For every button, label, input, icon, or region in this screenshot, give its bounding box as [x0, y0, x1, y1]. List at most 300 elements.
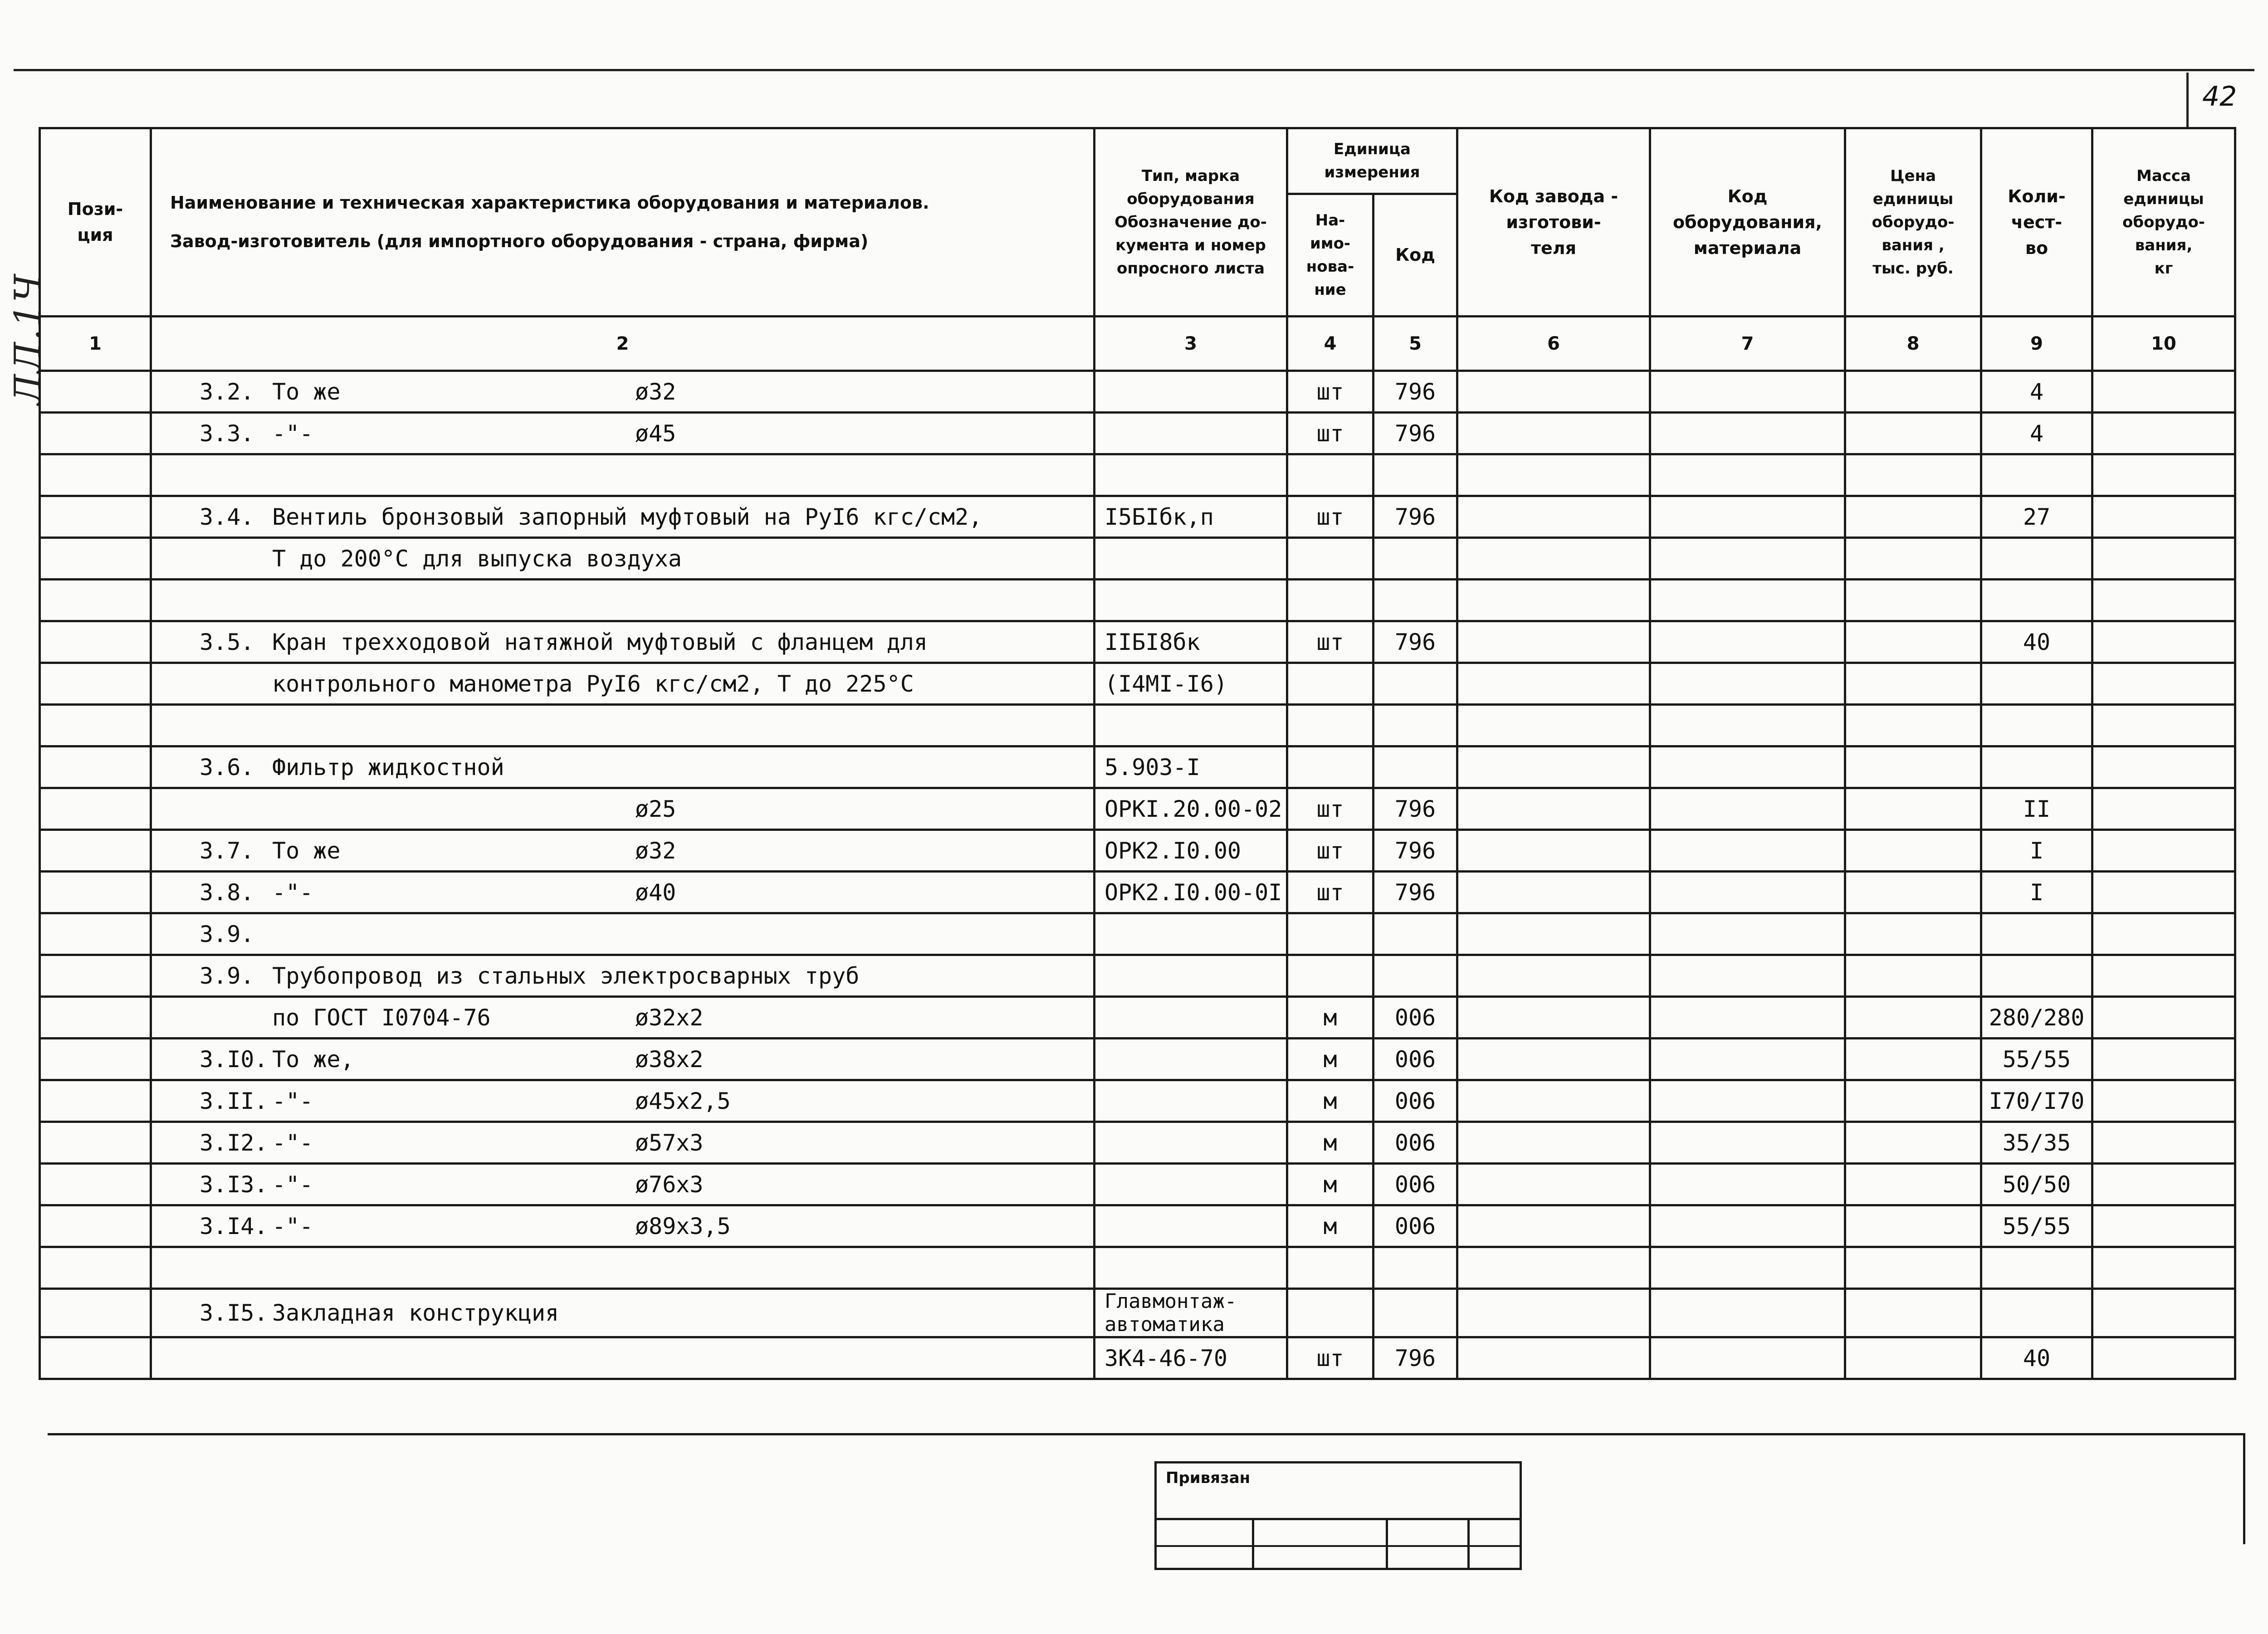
cell-equipment-code	[1650, 496, 1845, 538]
cell-position	[40, 1337, 151, 1379]
cell-factory-code	[1457, 1080, 1650, 1122]
stamp-divider	[1252, 1518, 1254, 1568]
column-number: 9	[1981, 317, 2092, 371]
cell-quantity: I	[1981, 872, 2092, 913]
column-number: 5	[1374, 317, 1457, 371]
cell-equipment-code	[1650, 788, 1845, 830]
header-mass: Масса единицы оборудо- вания, кг	[2092, 128, 2235, 317]
table-row	[40, 1247, 2235, 1289]
top-border-line	[14, 69, 2254, 71]
cell-type	[1095, 955, 1287, 997]
item-name: -"-	[272, 1213, 313, 1239]
cell-position	[40, 496, 151, 538]
header-name: Наименование и техническая характеристика оборудования и материалов. Завод-изготовитель (для импортного оборудования - страна, фирма)	[151, 128, 1095, 317]
cell-name	[151, 371, 1095, 413]
item-position: 3.II.	[200, 1088, 268, 1114]
cell-mass	[2092, 913, 2235, 955]
cell-type	[1095, 705, 1287, 746]
cell-price	[1845, 371, 1981, 413]
cell-name	[151, 1164, 1095, 1205]
cell-unit-code	[1374, 580, 1457, 621]
cell-unit-code	[1374, 454, 1457, 496]
cell-equipment-code	[1650, 913, 1845, 955]
cell-price	[1845, 413, 1981, 454]
cell-unit-name	[1287, 705, 1374, 746]
cell-equipment-code	[1650, 413, 1845, 454]
table-row	[40, 872, 2235, 913]
specification-table	[39, 127, 2236, 1380]
cell-quantity	[1981, 1247, 2092, 1289]
cell-mass	[2092, 413, 2235, 454]
cell-position	[40, 746, 151, 788]
item-position: 3.9.	[200, 921, 254, 947]
cell-factory-code	[1457, 1205, 1650, 1247]
cell-type: (I4МI-I6)	[1095, 663, 1287, 705]
cell-price	[1845, 913, 1981, 955]
cell-unit-name: шт	[1287, 1337, 1374, 1379]
table-row	[40, 580, 2235, 621]
item-position: 3.8.	[200, 879, 254, 906]
cell-unit-code: 006	[1374, 1039, 1457, 1080]
column-number: 2	[151, 317, 1095, 371]
page-number: 42	[2202, 81, 2237, 112]
cell-name	[151, 496, 1095, 538]
cell-type	[1095, 413, 1287, 454]
column-number-row	[40, 317, 2235, 371]
item-name: То же	[272, 378, 341, 405]
cell-equipment-code	[1650, 830, 1845, 872]
table-row	[40, 1164, 2235, 1205]
cell-type: IIБI8бк	[1095, 621, 1287, 663]
cell-equipment-code	[1650, 621, 1845, 663]
cell-name	[151, 1205, 1095, 1247]
cell-quantity: II	[1981, 788, 2092, 830]
cell-type	[1095, 997, 1287, 1039]
cell-quantity: 4	[1981, 413, 2092, 454]
cell-unit-name: шт	[1287, 413, 1374, 454]
cell-name	[151, 872, 1095, 913]
item-name: То же,	[272, 1046, 354, 1073]
item-position: 3.9.	[200, 962, 254, 989]
item-position: 3.6.	[200, 754, 254, 780]
cell-quantity	[1981, 1289, 2092, 1337]
cell-name	[151, 580, 1095, 621]
cell-type	[1095, 454, 1287, 496]
cell-quantity	[1981, 538, 2092, 580]
header-unit-group: Единица измерения	[1287, 128, 1457, 194]
table-row	[40, 1289, 2235, 1337]
cell-name	[151, 538, 1095, 580]
table-row	[40, 913, 2235, 955]
item-type-line: автоматика	[1105, 1313, 1225, 1336]
cell-price	[1845, 746, 1981, 788]
cell-factory-code	[1457, 955, 1650, 997]
cell-unit-name: шт	[1287, 830, 1374, 872]
cell-type: 5.903-I	[1095, 746, 1287, 788]
cell-equipment-code	[1650, 1164, 1845, 1205]
item-position: 3.I5.	[200, 1300, 268, 1326]
table-row	[40, 621, 2235, 663]
cell-mass	[2092, 872, 2235, 913]
item-diameter: ø32	[635, 837, 676, 864]
cell-position	[40, 1039, 151, 1080]
cell-price	[1845, 1289, 1981, 1337]
cell-unit-code	[1374, 955, 1457, 997]
cell-unit-name: м	[1287, 1122, 1374, 1164]
cell-price	[1845, 538, 1981, 580]
cell-quantity: 4	[1981, 371, 2092, 413]
cell-position	[40, 788, 151, 830]
cell-equipment-code	[1650, 872, 1845, 913]
cell-equipment-code	[1650, 1205, 1845, 1247]
item-name: -"-	[272, 879, 313, 906]
cell-unit-code	[1374, 913, 1457, 955]
cell-price	[1845, 788, 1981, 830]
cell-mass	[2092, 538, 2235, 580]
cell-equipment-code	[1650, 997, 1845, 1039]
cell-unit-name	[1287, 454, 1374, 496]
table-row	[40, 1039, 2235, 1080]
cell-unit-code	[1374, 1247, 1457, 1289]
cell-position	[40, 830, 151, 872]
cell-position	[40, 538, 151, 580]
cell-type: ЗК4-46-70	[1095, 1337, 1287, 1379]
table-row	[40, 746, 2235, 788]
item-position: 3.2.	[200, 378, 254, 405]
cell-mass	[2092, 663, 2235, 705]
item-position: 3.5.	[200, 629, 254, 655]
bottom-frame	[48, 1433, 2245, 1544]
cell-unit-code	[1374, 538, 1457, 580]
item-diameter: ø25	[635, 795, 676, 822]
table-row	[40, 955, 2235, 997]
table-row	[40, 1205, 2235, 1247]
cell-factory-code	[1457, 788, 1650, 830]
header-position: Пози- ция	[40, 128, 151, 317]
header-price: Цена единицы оборудо- вания , тыс. руб.	[1845, 128, 1981, 317]
cell-quantity: 27	[1981, 496, 2092, 538]
cell-type	[1095, 580, 1287, 621]
cell-factory-code	[1457, 872, 1650, 913]
side-stamp	[2, 272, 49, 405]
item-position: 3.I0.	[200, 1046, 268, 1073]
cell-name	[151, 955, 1095, 997]
cell-quantity	[1981, 580, 2092, 621]
cell-type	[1095, 1039, 1287, 1080]
cell-name	[151, 705, 1095, 746]
cell-mass	[2092, 997, 2235, 1039]
cell-name	[151, 413, 1095, 454]
cell-mass	[2092, 580, 2235, 621]
column-number: 8	[1845, 317, 1981, 371]
cell-factory-code	[1457, 1289, 1650, 1337]
cell-factory-code	[1457, 454, 1650, 496]
cell-equipment-code	[1650, 1039, 1845, 1080]
table-row	[40, 1337, 2235, 1379]
cell-type	[1095, 913, 1287, 955]
column-number: 1	[40, 317, 151, 371]
cell-position	[40, 1205, 151, 1247]
cell-price	[1845, 496, 1981, 538]
cell-unit-code: 796	[1374, 621, 1457, 663]
cell-name	[151, 788, 1095, 830]
column-number: 4	[1287, 317, 1374, 371]
item-name: -"-	[272, 1129, 313, 1156]
cell-name	[151, 1289, 1095, 1337]
cell-price	[1845, 830, 1981, 872]
cell-name	[151, 746, 1095, 788]
cell-price	[1845, 580, 1981, 621]
cell-name	[151, 997, 1095, 1039]
cell-type	[1095, 538, 1287, 580]
item-name-continued: контрольного манометра РуI6 кгс/см2, Т до 225°С	[272, 670, 914, 697]
item-position: 3.I3.	[200, 1171, 268, 1198]
cell-unit-name: шт	[1287, 496, 1374, 538]
cell-unit-name: м	[1287, 1205, 1374, 1247]
cell-factory-code	[1457, 830, 1650, 872]
cell-unit-name	[1287, 663, 1374, 705]
cell-price	[1845, 1122, 1981, 1164]
table-row	[40, 997, 2235, 1039]
cell-factory-code	[1457, 705, 1650, 746]
cell-mass	[2092, 1247, 2235, 1289]
cell-position	[40, 621, 151, 663]
cell-equipment-code	[1650, 1289, 1845, 1337]
cell-name	[151, 830, 1095, 872]
cell-unit-name: шт	[1287, 872, 1374, 913]
cell-price	[1845, 1337, 1981, 1379]
table-row	[40, 705, 2235, 746]
cell-factory-code	[1457, 621, 1650, 663]
item-diameter: ø57x3	[635, 1129, 704, 1156]
cell-unit-code	[1374, 1289, 1457, 1337]
item-name: Кран трехходовой натяжной муфтовый с фланцем для	[272, 629, 928, 655]
cell-name	[151, 913, 1095, 955]
table-row	[40, 1080, 2235, 1122]
column-number: 3	[1095, 317, 1287, 371]
header-type: Тип, марка оборудования Обозначение до- кумента и номер опросного листа	[1095, 128, 1287, 317]
cell-type	[1095, 1080, 1287, 1122]
cell-mass	[2092, 496, 2235, 538]
item-position: 3.3.	[200, 420, 254, 447]
item-diameter: ø45x2,5	[635, 1088, 731, 1114]
cell-quantity: 35/35	[1981, 1122, 2092, 1164]
stamp-label: Привязан	[1166, 1469, 1251, 1487]
cell-name	[151, 1039, 1095, 1080]
item-name: Трубопровод из стальных электросварных труб	[272, 962, 860, 989]
cell-equipment-code	[1650, 955, 1845, 997]
cell-factory-code	[1457, 1122, 1650, 1164]
cell-quantity: 55/55	[1981, 1205, 2092, 1247]
cell-type	[1095, 1289, 1287, 1337]
item-diameter: ø76x3	[635, 1171, 704, 1198]
cell-factory-code	[1457, 413, 1650, 454]
cell-mass	[2092, 621, 2235, 663]
table-row	[40, 413, 2235, 454]
table-row	[40, 830, 2235, 872]
cell-unit-code	[1374, 663, 1457, 705]
cell-name	[151, 1122, 1095, 1164]
cell-type: ОРК2.I0.00-0I	[1095, 872, 1287, 913]
cell-unit-code: 796	[1374, 371, 1457, 413]
cell-factory-code	[1457, 997, 1650, 1039]
cell-position	[40, 413, 151, 454]
cell-position	[40, 997, 151, 1039]
cell-equipment-code	[1650, 538, 1845, 580]
cell-name	[151, 1337, 1095, 1379]
cell-type	[1095, 1122, 1287, 1164]
cell-unit-name	[1287, 746, 1374, 788]
cell-unit-name	[1287, 1289, 1374, 1337]
column-number: 7	[1650, 317, 1845, 371]
cell-position	[40, 580, 151, 621]
cell-type: ОРКI.20.00-02	[1095, 788, 1287, 830]
cell-position	[40, 1122, 151, 1164]
cell-quantity	[1981, 454, 2092, 496]
cell-equipment-code	[1650, 1122, 1845, 1164]
cell-price	[1845, 1205, 1981, 1247]
cell-equipment-code	[1650, 454, 1845, 496]
cell-name	[151, 1080, 1095, 1122]
cell-position	[40, 663, 151, 705]
cell-unit-name: шт	[1287, 788, 1374, 830]
item-name: Закладная конструкция	[272, 1300, 559, 1326]
column-number: 10	[2092, 317, 2235, 371]
cell-mass	[2092, 746, 2235, 788]
cell-factory-code	[1457, 371, 1650, 413]
cell-unit-code	[1374, 705, 1457, 746]
cell-type: I5БIбк,п	[1095, 496, 1287, 538]
cell-unit-code: 796	[1374, 872, 1457, 913]
cell-mass	[2092, 371, 2235, 413]
cell-position	[40, 1247, 151, 1289]
header-unit-name: На- имо- нова- ние	[1287, 194, 1374, 317]
cell-equipment-code	[1650, 746, 1845, 788]
cell-factory-code	[1457, 538, 1650, 580]
cell-quantity	[1981, 746, 2092, 788]
table-row	[40, 454, 2235, 496]
cell-price	[1845, 997, 1981, 1039]
cell-mass	[2092, 1039, 2235, 1080]
cell-quantity: I	[1981, 830, 2092, 872]
cell-mass	[2092, 705, 2235, 746]
stamp-divider	[1157, 1545, 1520, 1547]
cell-type	[1095, 1247, 1287, 1289]
item-position: 3.4.	[200, 503, 254, 530]
cell-factory-code	[1457, 496, 1650, 538]
stamp-divider	[1386, 1518, 1388, 1568]
cell-unit-code: 006	[1374, 1080, 1457, 1122]
cell-equipment-code	[1650, 1337, 1845, 1379]
item-name: -"-	[272, 420, 313, 447]
header-unit-code: Код	[1374, 194, 1457, 317]
cell-type	[1095, 1205, 1287, 1247]
item-type-line: Главмонтаж-	[1105, 1290, 1237, 1313]
cell-unit-code: 006	[1374, 1122, 1457, 1164]
item-diameter: ø38x2	[635, 1046, 704, 1073]
cell-price	[1845, 955, 1981, 997]
cell-unit-name: м	[1287, 1164, 1374, 1205]
cell-unit-code: 796	[1374, 413, 1457, 454]
cell-name	[151, 621, 1095, 663]
cell-quantity	[1981, 705, 2092, 746]
item-position: 3.7.	[200, 837, 254, 864]
cell-factory-code	[1457, 1164, 1650, 1205]
cell-unit-name: м	[1287, 997, 1374, 1039]
cell-unit-name: шт	[1287, 371, 1374, 413]
cell-quantity: 280/280	[1981, 997, 2092, 1039]
cell-factory-code	[1457, 663, 1650, 705]
cell-unit-code: 796	[1374, 830, 1457, 872]
cell-position	[40, 913, 151, 955]
cell-unit-name	[1287, 1247, 1374, 1289]
item-name-continued: Т до 200°С для выпуска воздуха	[272, 545, 682, 572]
cell-quantity: I70/I70	[1981, 1080, 2092, 1122]
cell-mass	[2092, 1122, 2235, 1164]
cell-mass	[2092, 454, 2235, 496]
cell-price	[1845, 1247, 1981, 1289]
cell-name	[151, 1247, 1095, 1289]
item-diameter: ø45	[635, 420, 676, 447]
item-diameter: ø89x3,5	[635, 1213, 731, 1239]
approval-stamp	[1154, 1461, 1522, 1570]
cell-unit-code: 796	[1374, 1337, 1457, 1379]
cell-mass	[2092, 788, 2235, 830]
table-row	[40, 663, 2235, 705]
cell-unit-code: 796	[1374, 788, 1457, 830]
cell-price	[1845, 872, 1981, 913]
cell-price	[1845, 705, 1981, 746]
cell-name	[151, 663, 1095, 705]
cell-factory-code	[1457, 1337, 1650, 1379]
item-name: -"-	[272, 1088, 313, 1114]
cell-unit-name	[1287, 580, 1374, 621]
cell-quantity	[1981, 913, 2092, 955]
cell-unit-code: 006	[1374, 1205, 1457, 1247]
cell-price	[1845, 663, 1981, 705]
cell-unit-name	[1287, 955, 1374, 997]
cell-unit-code: 006	[1374, 997, 1457, 1039]
cell-type	[1095, 1164, 1287, 1205]
cell-unit-name: шт	[1287, 621, 1374, 663]
cell-name	[151, 454, 1095, 496]
item-name: То же	[272, 837, 341, 864]
cell-unit-name: м	[1287, 1080, 1374, 1122]
cell-equipment-code	[1650, 705, 1845, 746]
header-factory-code: Код завода - изготови- теля	[1457, 128, 1650, 317]
cell-quantity	[1981, 955, 2092, 997]
cell-position	[40, 872, 151, 913]
cell-price	[1845, 1164, 1981, 1205]
cell-unit-name	[1287, 538, 1374, 580]
cell-factory-code	[1457, 746, 1650, 788]
cell-unit-code: 796	[1374, 496, 1457, 538]
cell-mass	[2092, 1080, 2235, 1122]
cell-equipment-code	[1650, 371, 1845, 413]
cell-quantity: 50/50	[1981, 1164, 2092, 1205]
item-name-continued: по ГОСТ I0704-76	[272, 1004, 491, 1031]
cell-position	[40, 1080, 151, 1122]
table-row	[40, 1122, 2235, 1164]
cell-factory-code	[1457, 1039, 1650, 1080]
item-name: Вентиль бронзовый запорный муфтовый на РуI6 кгс/см2,	[272, 503, 982, 530]
cell-factory-code	[1457, 913, 1650, 955]
cell-equipment-code	[1650, 580, 1845, 621]
cell-equipment-code	[1650, 1247, 1845, 1289]
item-position: 3.I4.	[200, 1213, 268, 1239]
cell-position	[40, 1164, 151, 1205]
cell-quantity	[1981, 663, 2092, 705]
